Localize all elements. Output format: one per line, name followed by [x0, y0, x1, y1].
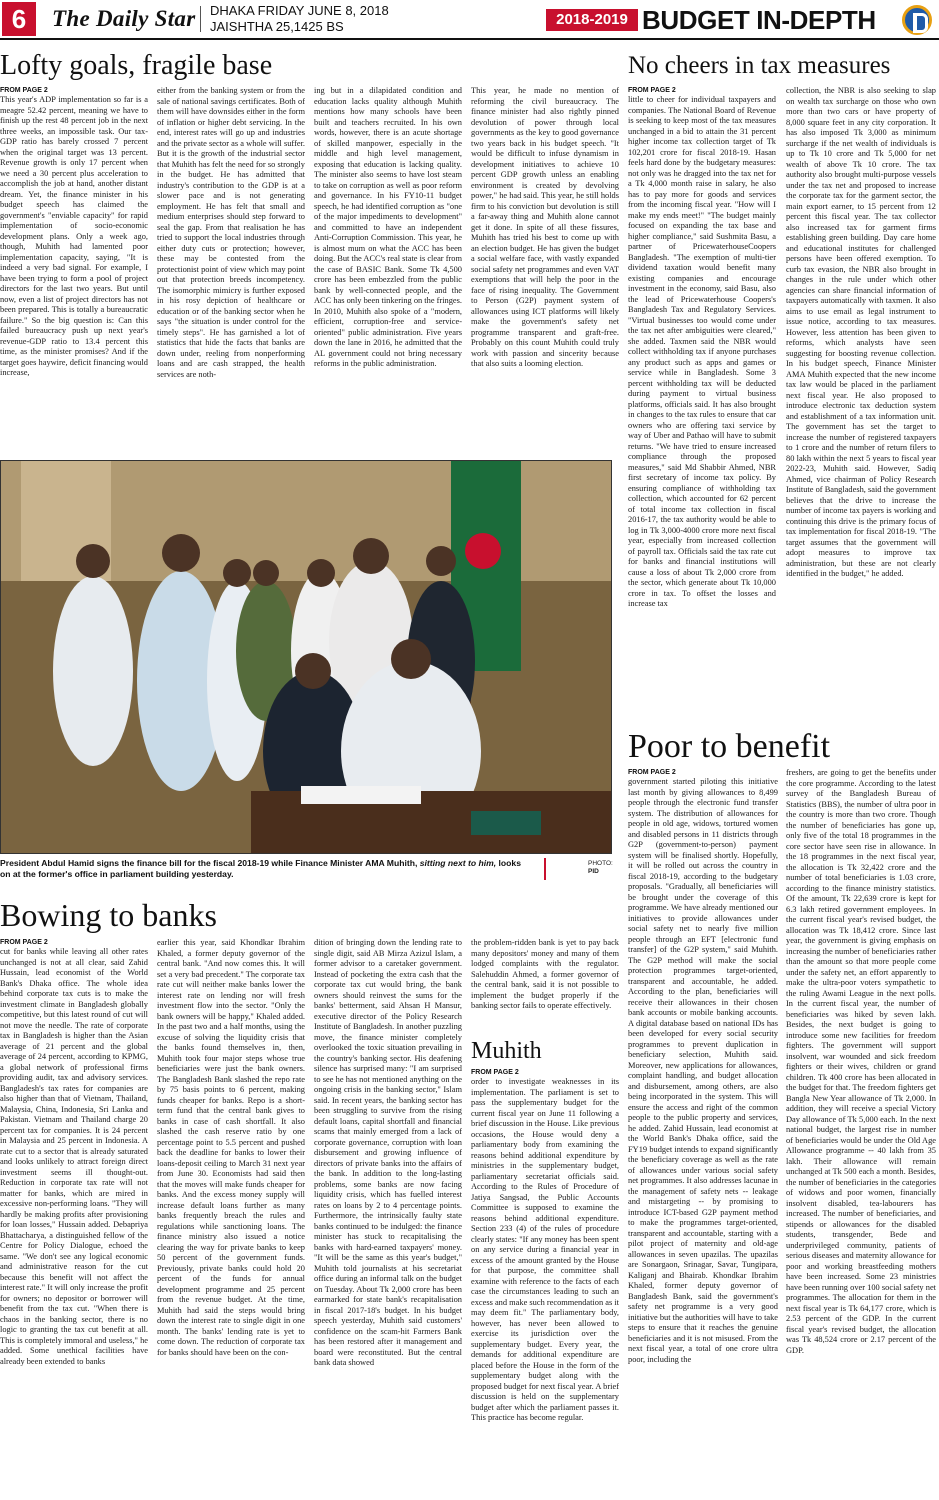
dateline: DHAKA FRIDAY JUNE 8, 2018: [210, 3, 389, 18]
headline-poor: Poor to benefit: [628, 728, 831, 765]
article-column: earlier this year, said Khondkar Ibrahim Khaled, a former deputy governor of the central bank. "And now comes this. It will set a very bad precedent." The corporate tax rate cut will neither make banks lower the interest rate on lending nor will fresh investment flow into the sector. "Only the bank owners will be happy," Khaled added. In the past two and a half months, using the excuse of solving the liquidity crisis that the banks found themselves in, then, Muhith took four major steps whose true beneficiaries were just the bank owners. The Bangladesh Bank slashed the repo rate by 75 basis points to 6 percent, making funds cheaper for banks. Repo is a short-term fund that the central bank gives to banks in case of cash shortfall. It also slashed the cash reserve ratio by one percentage point to 5.5 percent and pushed back the deadline for banks to lower their loans-deposit ceiling to March 31 next year from June 30. Economists had said then that the moves will make funds cheaper for banks. And the excess money supply will increase default loans further as many banks frequently breach the rules and regulations while sanctioning loans. The finance ministry also issued a notice clearing the way for private banks to keep 50 percent of the government funds. Previously, private banks could hold 20 percent of the funds for annual development programme and 25 percent from the revenue budget. At the time, Muhith had said the steps would bring down the interest rate to single digit in one month. The banks' lending rate is yet to come down. The reduction of corporate tax for banks should have been on the con-: [157, 938, 305, 1357]
from-page-label: FROM PAGE 2: [628, 87, 676, 94]
credit-source: PID: [588, 868, 599, 875]
article-column: ing but in a dilapidated condition and education lacks quality although Muhith mentions how many schools have been built and teachers recruited. In his own words, however, there is an acute shortage of skilled manpower, especially in the middle and high level management, exposing that education is lacking quality. The minister also seems to have lost steam to take on corruption as well as poor reform and governance. In his FY10-11 budget speech, he had identified corruption as "one of the major impediments to development" and committed to have an independent Anti-Corruption Commission. This year, he is almost mum on what the ACC has been doing. But the ACC's real state is clear from the case of BASIC Bank. Some Tk 4,500 crore has been embezzled from the public bank by well-connected people, and the ACC has only been tinkering on the fringes. In 2010, Muhith also spoke of a "modern, efficient, corruption-free and service-oriented" public administration. Five years down the lane in 2016, he admitted that the AL government could not bring necessary reforms in the public administration.: [314, 86, 462, 368]
article-column: either from the banking system or from the sale of national savings certificates. Both of them will have downsides either in the form of inflation or higher debt servicing. In the end, interest rates will go up and industries and the private sector as a whole will suffer. But it is the growth of the industrial sector that Muhith has felt the need for so strongly in the budget. He has admitted that industry's contribution to the GDP is at a slower pace and is not generating employment. He has felt that small and medium enterprises should step forward to seal the gap. From that realisation he has tried to support the local industries through either duty cuts or protection; however, these may be contested from the protectionist point of view which may point out that protection breeds incompetency. The isomorphic mimicry is further exposed in his rosy depiction of healthcare or education or of the banking sector when he says "the situation is under control for the timely steps". He has garnished a lot of statistics that hide the facts that banks are down under, reeling from nonperforming loans and are cash strapped, the health services are noth-: [157, 86, 305, 379]
article-column: cut for banks while leaving all other rates unchanged is not at all clear, said Zahid Hussain, lead economist of the World Bank's Dhaka office. The whole idea behind corporate tax cuts is to make the investment climate in Bangladesh globally competitive, but this latest round of cut will not move the needle. The rate of corporate tax in Bangladesh is higher than the Asian average of 21 percent and the global average of 24 percent, according to KPMG, a global network of professional firms providing audit, tax and advisory services. Bangladesh's tax rates for companies are also higher than that of Vietnam, Thailand, Malaysia, China, Indonesia, Sri Lanka and Pakistan. Vietnam and Thailand charge 20 percent tax for companies. It is 24 percent in Malaysia and 25 percent in Indonesia. A rate cut to a sector that is already saturated and looks unlikely to attract foreign direct investment seems ill thought-out. Reduction in corporate tax rate will not matter for banks, which are mired in excessive non-performing loans. "They will hardly be making profits after provisioning for loan losses," Hussain added. Debapriya Bhattacharya, a distinguished fellow of the Centre for Policy Dialogue, echoed the same. "We don't see any logical economic and administrative reason for the cut because this benefit will not affect the interest rate." It will only increase the profit for owners; no depositor or borrower will benefit from the tax cut. "When there is chaos in the banking sector, there is no logic to granting the tax cut benefit at all. This is completely immoral and useless," he added. Some unethical facilities have already been extended to banks: [0, 947, 148, 1366]
article-column: the problem-ridden bank is yet to pay back many depositors' money and many of them lodged complaints with the regulator. Salehuddin Ahmed, a former governor of the central bank, said it is not possible to implement the budget properly if the banking sector fails to operate effectively.: [471, 938, 619, 1010]
photo-credit: [588, 860, 613, 876]
article-column: little to cheer for individual taxpayers and companies. The National Board of Revenue is seeking to keep most of the tax measures unchanged in a bid to attain the 31 percent higher income tax collection target of Tk 102,201 crore for fiscal 2018-19. Hasan feels hard done by the budgetary measures: not only was he dragged into the tax net for a Tk 4,000 month raise in salary, he also has to pay more for goods and services from the incoming fiscal year. "How will I make my ends meet!" "The budget mainly focused on expanding the tax base and higher compliance," said Sushmita Basu, a partner of PricewaterhouseCoopers Bangladesh. "The exemption of multi-tier dividend taxation would benefit many existing companies and encourage investment in the economy, said Basu, also the lead of Pricewaterhouse Coopers's Bangladesh Tax and Regulatory Services. "Virtual businesses too would come under the tax net after ambiguities were cleared," she added. Taxmen said the NBR would collect withholding tax if anyone purchases any product such as apps and games or service while in Bangladesh. Some 3 percent withholding tax will be deducted during payment to virtual business platforms, officials said. It has also brought in changes to the tax rules to ensure that car owners who are offering taxi service by way of Uber and Pathao will have to submit returns. "We have tried to ensure increased compliance through the proposed measures," said Md Shabbir Ahmed, NBR first secretary of income tax policy. By ensuring compliance of withholding tax collection, which accounted for 62 percent of total income tax collection in fiscal 2016-17, the tax authority would be able to log in Tk 3,000-4000 crore more next fiscal year, especially from increased collection of payroll tax. Officials said the tax rate cut for banks and financial institutions will cause a loss of about Tk 2,000 crore from the sector, which generate about Tk 10,000 crore in tax. To offset the losses and increase tax: [628, 95, 776, 608]
from-page-label: FROM PAGE 2: [0, 939, 48, 946]
article-column: This year, he made no mention of reforming the civil bureaucracy. The finance minister had also rightly pinned devolution of power through local governments as the key to good governance two years back in his budget speech. "It would be difficult to infuse dynamism in development initiatives to achieve 10 percent GDP growth unless an enabling environment is created by devolving power," he had said. This year, he still holds firm to his conviction but devolution is still a far-away thing and Muhith alone cannot get it done. In spite of all these fissures, Muhith has tried his best to come up with an election budget. He has given the budget a social welfare face, with vastly expanded social safety net programmes and even VAT exemptions that will help the poor in the face of rising inequality. The Government to Person (G2P) payment system of allowances using ICT platforms will likely make the government's safety net programme transparent and graft-free. Probably on this count Muhith could truly work with passion and sincerity because that also suits a looming election.: [471, 86, 619, 368]
divider: [200, 6, 201, 32]
article-column: This year's ADP implementation so far is a meagre 52.42 percent, meaning we have to finish up the rest 48 percent job in the next three weeks, an impossible task. Our tax-GDP ratio has barely crossed 7 percent when the original target was 13 percent. Revenue growth is only 17 percent when we need a 30 percent plus acceleration to accomplish the job at hand, another distant dream. Yet, the finance minister in his budget speech has claimed the government's "enviable capacity" for rapid implementation of socio-economic development plans. Only a week ago, though, Muhith had lamented poor implementation capacity, saying, "It is indeed a very bad signal. For example, I have been trying to form a pool of project directors for the last two years. But until now, even a list of project directors has not been prepared. This is totally a bureaucratic failure." So the big question is: Can this failed bureaucracy push up next year's revenue-GDP ratio to 13.4 percent this time, as the minister promises? And if the target goes haywire, deficit financing would increase,: [0, 95, 148, 377]
section-title: BUDGET IN-DEPTH: [642, 5, 876, 35]
news-photo: [0, 460, 612, 854]
credit-label: PHOTO:: [588, 860, 613, 867]
masthead: [0, 0, 939, 40]
caption-text: President Abdul Hamid signs the finance bill for the fiscal 2018-19 while Finance Minister AMA Muhith,: [0, 858, 418, 868]
caption-end: looks on at the former's office in parliament building yesterday.: [0, 858, 521, 879]
article-column: order to investigate weaknesses in its implementation. The parliament is set to pass the supplementary budget for the current fiscal year on June 11 following a brief discussion in the House. Like previous occasions, the House would deny a parliamentary body from examining the reasons behind additional expenditure by ministries in the supplementary budget, parliamentary secretariat officials said. According to the Rules of Procedure of Jatiya Sangsad, the Public Accounts Committee is supposed to examine the reasons behind additional expenditure. Section 233 (4) of the rules of procedure clearly states: "If any money has been spent on any service during a financial year in excess of the amount granted by the House for that purpose, the committee shall examine with reference to the facts of each case the circumstances leading to such an excess and make such recommendation as it may deem fit." The parliamentary body, however, has never been allowed to exercise its jurisdiction over the supplementary budget. Every year, the demands for additional expenditure are placed before the House in the form of the supplementary budget along with the proposed budget for next fiscal year. A brief discussion is held on the supplementary budget after which the parliament passes it. This practice has become regular.: [471, 1077, 619, 1422]
caption-divider: [544, 858, 546, 880]
article-column: dition of bringing down the lending rate to single digit, said AB Mirza Azizul Islam, a former advisor to a caretaker government. Instead of pocketing the extra cash that the corporate tax cut would bring, the bank owners should reinvest the sums for the banks' betterment, said Ahsan H Mansur, executive director of the Policy Research Institute of Bangladesh. In another puzzling move, the finance minister completely overlooked the toxic situation prevailing in the country's banking sector. His deafening silence has surprised many: "I am surprised to see he has not mentioned anything on the ongoing crisis in the banking sector," Islam said. In recent years, the banking sector has been struggling to survive from the rising default loans, capital shortfall and financial scams that mainly emerged from a lack of corporate governance, corruption with loan disbursement and growing influence of directors of private banks into the affairs of the bank. In addition to the long-lasting problems, some banks are now facing liquidity crisis, which has fuelled interest rates on loans by 2 to 4 percentage points. Furthermore, the intrinsically faulty state banks continued to be indulged: the finance minister has stuck to recapitalising the banks with hard-earned taxpayers' money. "It will be the same as this year's budget," Muhith told journalists at his secretariat office during an informal talk on the budget on Tuesday. About Tk 2,000 crore has been earmarked for state bank's recapitalisation in fiscal 2017-18's budget. In his budget speech yesterday, Muhith said customers' confidence on the scam-hit Farmers Bank has been restored after it management and board were reconstituted. But the central bank data showed: [314, 938, 462, 1367]
signing-ceremony-image: [1, 461, 612, 854]
article-column: collection, the NBR is also seeking to slap on wealth tax surcharge on those who own more than two cars or have property of 8,000 square feet in any city corporation. It has also imposed Tk 3,000 as minimum surcharge if the net wealth of individuals is up to Tk 10 crore and Tk 5,000 for net wealth of above Tk 10 crore. The tax authority also brought multi-purpose vessels under the tax net and proposed to increase the corporate tax for the garment sector, the main export earner, to 15 percent from 12 percent this fiscal year. The tax collector also increased tax for garment firms establishing green building. Day care home and educational institutes for challenged persons have been offered exemption. To curb tax evasion, the NBR also brought in changes in the rule under which other agencies can share financial information of taxpayers automatically with taxmen. It also aims to use email as legal instrument to issue notice, according to tax measures. However, less attention has been given to reforms, which analysts have seen suggesting for boosting revenue collection. In his budget speech, Finance Minister AMA Muhith expected that the new income tax law would be placed in the parliament next fiscal year. He also proposed to introduce electronic tax deduction system and establishment of a tax information unit. The government has set the target to increase the number of registered taxpayers to 1 crore and the number of return filers to 80 lakh within the next 5 years to fiscal year 2022-23, Muhith said. However, Sadiq Ahmed, vice chairman of Policy Research Institute of Bangladesh, said the government believes that the drive to increase the number of income tax payers is working and continuing this drive is the primary focus of tax implementation for fiscal 2018-19. "The target assumes that the government will adopt measures to improve tax administration, but these are not clearly identified in the budget," he added.: [786, 86, 936, 578]
headline-tax: No cheers in tax measures: [628, 52, 891, 79]
article-column: freshers, are going to get the benefits under the core programme. According to the latest survey of the Bangladesh Bureau of Statistics (BBS), the number of ultra poor in the country is more than two crore. Though the number of beneficiaries has gone up, only five of the total 18 programmes in the core sector have seen rise in allowance. In the 18 programmes in the next fiscal year, the allocation is Tk 32,422 crore and the number of total beneficiaries is 1.03 crore, according to the finance ministry statistics. Of the amount, Tk 22,639 crore is kept for 6.3 lakh retired government employees. In the current fiscal year's revised budget, the allocation was Tk 18,412 crore. Since last year, the government is giving emphasis on increasing the number of beneficiaries rather than the amount so that more people come under the safety net, an effort apparently to make the ultra-poor voters sympathetic to the ruling Awami League in the next polls. In the current fiscal year, the number of beneficiaries was hiked by seven lakh. Besides, the next budget is going to introduce some new facilities for freedom fighters. The government will support insolvent, war wounded and sick freedom fighters or their wives, children or grand children. Tk 400 crore has been allocated in the budget for that. The freedom fighters get Bangla New Year allowance of Tk 2,000. In addition, they will receive a special Victory Day allowance of Tk 5,000 each. In the next national budget, the largest rise in number of beneficiaries would be under the Old Age Allowance programme -- 40 lakh from 35 lakh. Their allowance will remain unchanged at Tk 500 each a month. Besides, the number of beneficiaries in the categories of widows and poor women, financially insolvent disabled, tea-labourers has increased. The number of beneficiaries, and stipends or allowances for the disabled students, transgender, Bede and underprivileged community, patients of serious diseases and maternity allowance for poor and working breastfeeding mothers have been increased. Some 23 ministries have been running over 100 social safety net programmes. The allocation for them in the next fiscal year is Tk 64,177 crore, which is 2.53 percent of the GDP. In the current fiscal year's revised budget, the allocation was Tk 48,524 crore or 2.17 percent of the GDP.: [786, 768, 936, 1355]
caption-italic: sitting next to him,: [419, 858, 497, 868]
page-number: 6: [2, 2, 36, 36]
newspaper-logo: The Daily Star: [52, 6, 196, 31]
bengali-date: JAISHTHA 25,1425 BS: [210, 19, 344, 34]
from-page-label: FROM PAGE 2: [628, 769, 676, 776]
article-column: government started piloting this initiative last month by giving allowances to 8,499 people through the electronic fund transfer system. The distribution of allowances for people in old age, widows, tortured women and disabled persons in 11 districts through G2P (government-to-person) payment system will be finalised shortly. Hopefully, it will be rolled out across the country in fiscal 2018-19, according to the budgetary proposals. "Gradually, all beneficiaries will be brought under the coverage of this programme. We have already mentioned our initiatives to provide allowances under social safety net to nearly five million people through an EFT [electronic fund transfer] of the G2P system," said Muhith. The G2P method will make the social protection programmes target-oriented, transparent and accountable, he added. According to the plan, beneficiaries will receive their allowances in their chosen bank accounts or mobile banking accounts. A digital database based on national IDs has been developed for every social security programmes to prevent duplication in beneficiary selection, Muhith said. Moreover, new applications for allowances, complaint handling, and budget allocation and disbursement, among others, are also being incorporated in the system. This will ensure the access and right of the common people to the public property and services, he added. Zahid Hussain, lead economist at the World Bank's Dhaka office, said the FY19 budget intends to expand significantly the beneficiary coverage as well as the rate of allowances under various social safety net programmes. It also addresses lacunae in the management of safety nets -- leakage and mistargeting -- by promising to introduce ICT-based G2P payment method to make the programmes target-oriented, transparent and accountable, starting with a pilot project of maternity and old-age allowances in seven upazilas. The upazilas are Sonargaon, Srinagar, Savar, Tungipara, Kaliganj and Bhairab. Khondkar Ibrahim Khaled, former deputy governor of Bangladesh Bank, said the government's safety net programme is a very good initiative but the authorities will have to take steps to ensure that it reaches the genuine beneficiaries and it is not misused. From the next fiscal year, a total of one crore ultra poor, including the: [628, 777, 778, 1364]
photo-caption: [0, 858, 530, 880]
from-page-label: FROM PAGE 2: [0, 87, 48, 94]
headline-muhith: Muhith: [471, 1038, 542, 1064]
budget-logo-icon: [902, 5, 932, 35]
headline-lofty: Lofty goals, fragile base: [0, 50, 273, 81]
from-page-label: FROM PAGE 2: [471, 1069, 519, 1076]
year-badge: 2018-2019: [546, 9, 638, 31]
headline-bowing: Bowing to banks: [0, 897, 217, 933]
